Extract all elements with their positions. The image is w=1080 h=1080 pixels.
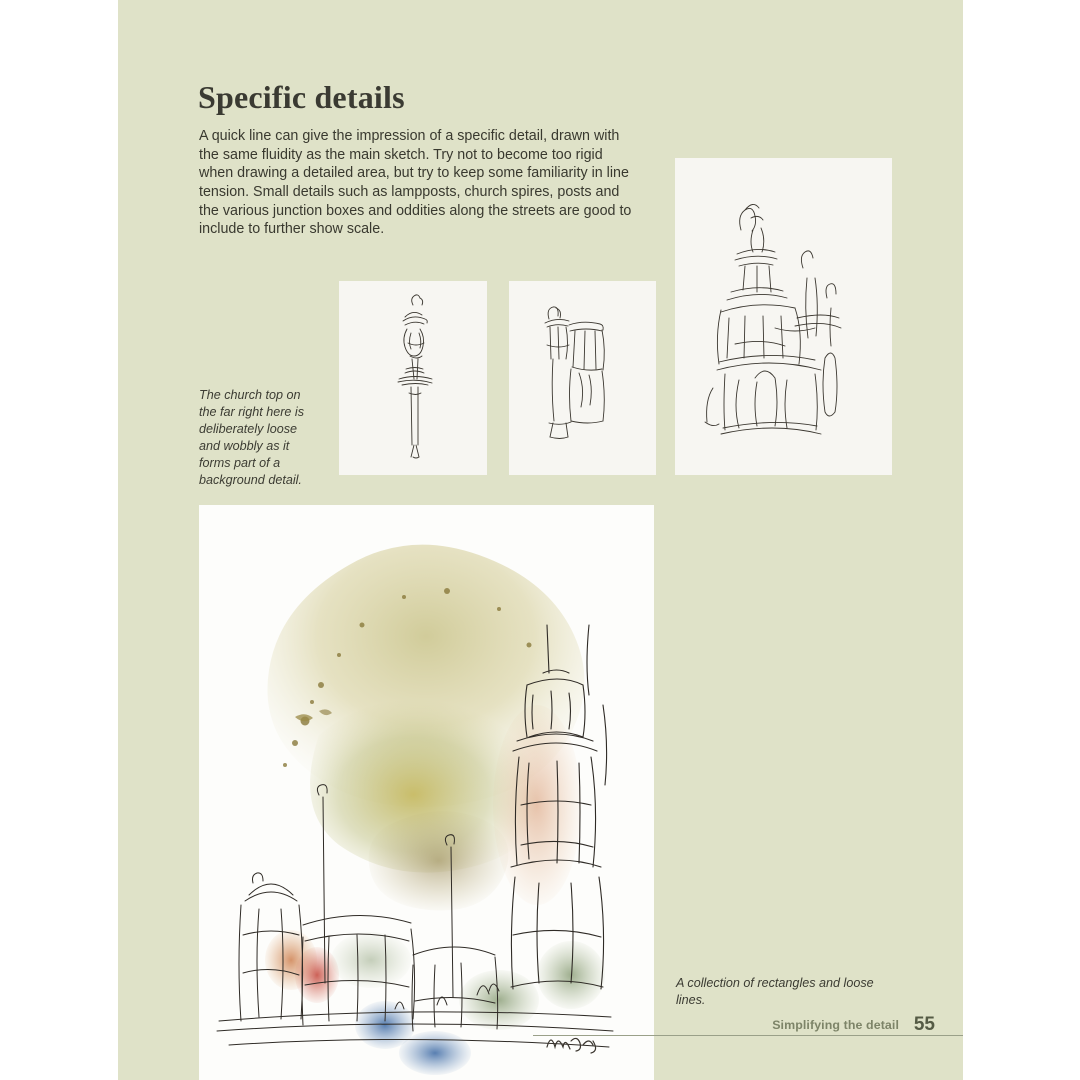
page-number: 55 [913,1014,935,1035]
figure-church-top-sketch [675,158,892,475]
caption-church-top: The church top on the far right here is deliberately loose and wobbly as it forms part of a background detail. [199,387,304,487]
page-footer [533,1016,963,1042]
book-page [118,0,963,1080]
figure-finial-sketch [339,281,487,475]
caption-rectangles: A collection of rectangles and loose lines. [676,975,874,1007]
footer-section-label: Simplifying the detail [772,1018,899,1032]
figure-streetscape-watercolour [199,505,654,1080]
figure-lamppost-sketch [509,281,656,475]
footer-divider [533,1035,963,1036]
intro-paragraph: A quick line can give the impression of a specific detail, drawn with the same fluidity as the main sketch. Try not to become too rigid when drawing a detailed area, but try to keep some familiarity in line tension. Small details such as lampposts, church spires, posts and the various junction boxes and oddities along the streets are good to include to further show scale. [199,128,632,238]
page-title: Specific details [198,79,405,116]
